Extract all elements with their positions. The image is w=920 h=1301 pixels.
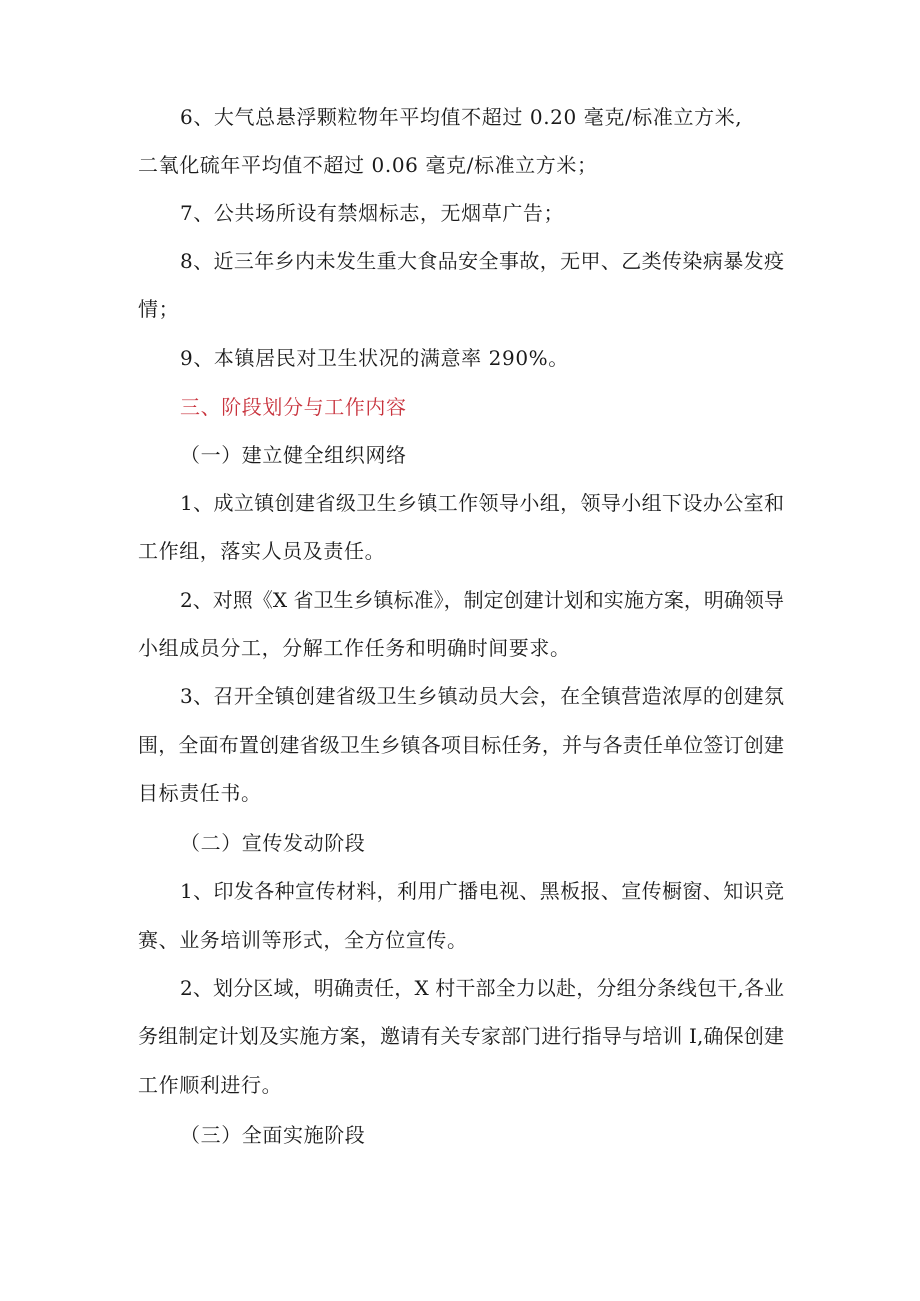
paragraph-line: 小组成员分工，分解工作任务和明确时间要求。: [138, 636, 571, 660]
section-heading: 三、阶段划分与工作内容: [180, 395, 407, 419]
paragraph-line: 6、大气总悬浮颗粒物年平均值不超过 0.20 毫克/标准立方米,: [180, 105, 743, 129]
paragraph-line: 1、成立镇创建省级卫生乡镇工作领导小组，领导小组下设办公室和: [180, 491, 784, 515]
paragraph-line: 二氧化硫年平均值不超过 0.06 毫克/标准立方米；: [138, 153, 598, 177]
paragraph-line: 9、本镇居民对卫生状况的满意率 290%。: [180, 346, 569, 370]
paragraph-line: 8、近三年乡内未发生重大食品安全事故，无甲、乙类传染病暴发疫: [180, 249, 784, 273]
paragraph-line: 赛、业务培训等形式，全方位宣传。: [138, 928, 468, 952]
paragraph-line: 7、公共场所设有禁烟标志，无烟草广告；: [180, 201, 565, 225]
paragraph-line: 围，全面布置创建省级卫生乡镇各项目标任务，并与各责任单位签订创建: [138, 733, 784, 757]
paragraph-line: 工作顺利进行。: [138, 1073, 283, 1097]
paragraph-line: 3、召开全镇创建省级卫生乡镇动员大会，在全镇营造浓厚的创建氛: [180, 684, 784, 708]
paragraph-line: 工作组，落实人员及责任。: [138, 539, 386, 563]
paragraph-line: 2、划分区域，明确责任，X 村干部全力以赴，分组分条线包干,各业: [180, 976, 784, 1000]
subsection-heading: （一）建立健全组织网络: [180, 443, 407, 467]
paragraph-line: 目标责任书。: [138, 781, 262, 805]
subsection-heading: （三）全面实施阶段: [180, 1123, 366, 1147]
subsection-heading: （二）宣传发动阶段: [180, 831, 366, 855]
paragraph-line: 情；: [138, 297, 180, 321]
paragraph-line: 2、对照《X 省卫生乡镇标准》，制定创建计划和实施方案，明确领导: [180, 588, 784, 612]
paragraph-line: 务组制定计划及实施方案，邀请有关专家部门进行指导与培训 I,确保创建: [138, 1024, 784, 1048]
paragraph-line: 1、印发各种宣传材料，利用广播电视、黑板报、宣传橱窗、知识竞: [180, 879, 784, 903]
